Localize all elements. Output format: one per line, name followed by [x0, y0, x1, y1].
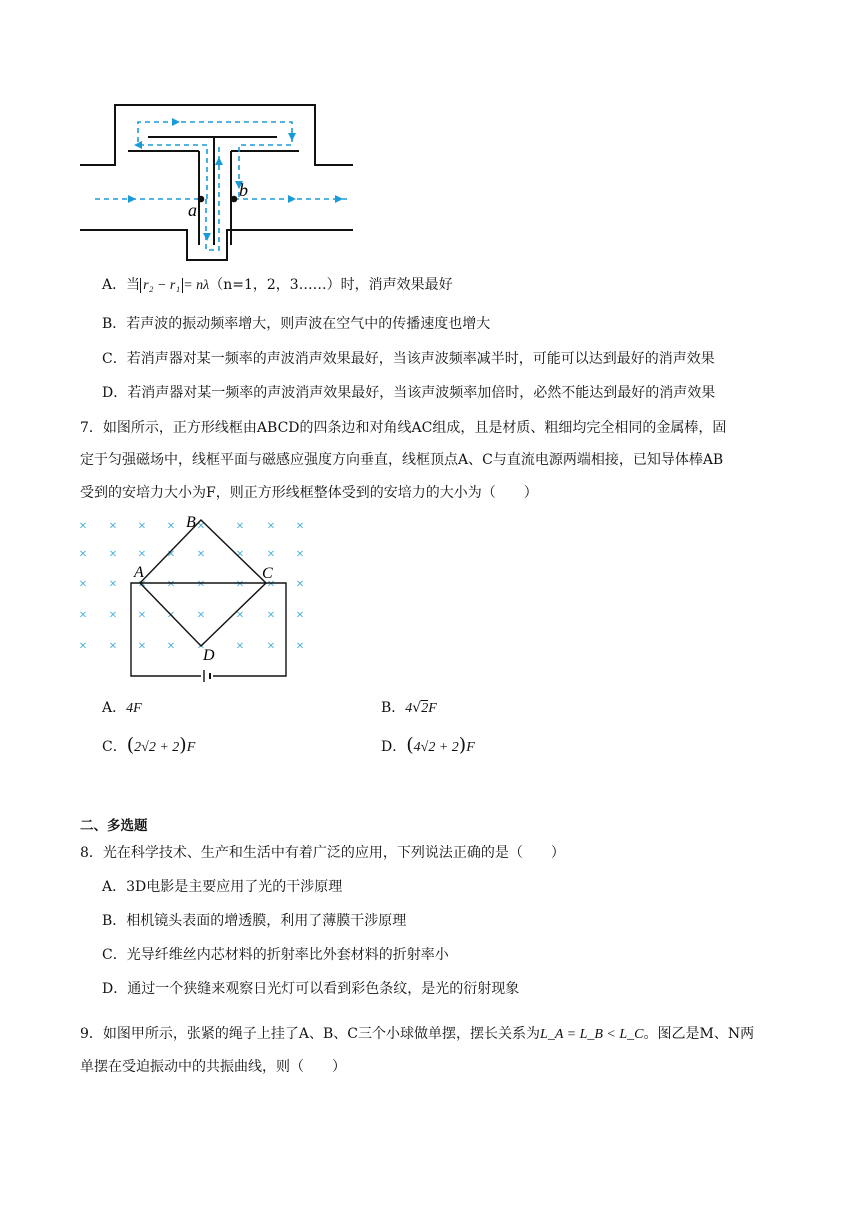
- wire-left: [131, 583, 201, 676]
- field-mark: ×: [296, 519, 304, 534]
- q8-option-a[interactable]: A．3D电影是主要应用了光的干涉原理: [102, 879, 343, 895]
- q7-option-d-unit: F: [466, 740, 475, 755]
- field-mark: ×: [79, 577, 87, 592]
- q9-stem-line1: [80, 1024, 754, 1045]
- field-mark: ×: [296, 639, 304, 654]
- field-mark: ×: [138, 577, 146, 592]
- point-a: [198, 196, 205, 203]
- field-mark: ×: [197, 577, 205, 592]
- label-A: A: [134, 564, 144, 581]
- field-mark: ×: [236, 639, 244, 654]
- wire-right: [213, 583, 286, 676]
- q7-stem-line2: 定于匀强磁场中，线框平面与磁感应强度方向垂直，线框顶点A、C与直流电源两端相接，已知导体棒AB: [80, 452, 724, 468]
- field-mark: ×: [236, 547, 244, 562]
- field-mark: ×: [236, 608, 244, 623]
- q8-option-c[interactable]: C．光导纤维丝内芯材料的折射率比外套材料的折射率小: [102, 947, 449, 963]
- field-mark: ×: [296, 547, 304, 562]
- q9-length-relation: L_A = L_B < L_C: [540, 1027, 644, 1042]
- q9-stem-text-b: 。图乙是M、N两: [643, 1026, 755, 1042]
- point-b: [231, 196, 238, 203]
- q7-option-c-unit: F: [186, 740, 196, 755]
- field-mark: ×: [167, 519, 175, 534]
- q7-option-b-unit: F: [428, 701, 437, 716]
- label-b: b: [239, 180, 248, 200]
- field-mark: ×: [167, 547, 175, 562]
- q7-option-b-label: B．: [381, 700, 406, 716]
- field-mark: ×: [79, 519, 87, 534]
- q9-stem-line2: 单摆在受迫振动中的共振曲线，则（ ）: [80, 1059, 346, 1075]
- q7-option-a-value: 4F: [126, 701, 142, 716]
- field-mark: ×: [109, 577, 117, 592]
- label-C: C: [262, 565, 273, 582]
- field-mark: ×: [79, 547, 87, 562]
- q7-option-c-inner: 2√2 + 2: [134, 740, 180, 755]
- field-mark: ×: [267, 547, 275, 562]
- field-mark: ×: [109, 639, 117, 654]
- q7-option-c[interactable]: C．(2√2 + 2)F: [102, 734, 196, 756]
- field-mark: ×: [109, 608, 117, 623]
- q7-stem-line3: 受到的安培力大小为F，则正方形线框整体受到的安培力的大小为（ ）: [80, 485, 538, 501]
- q7-option-b-coef: 4: [405, 701, 413, 716]
- field-mark: ×: [138, 608, 146, 623]
- field-mark: ×: [267, 608, 275, 623]
- field-mark: ×: [138, 639, 146, 654]
- q7-option-b[interactable]: B．4√2F: [381, 700, 437, 716]
- q7-option-d[interactable]: D．(4√2 + 2)F: [381, 734, 475, 756]
- q8-option-b[interactable]: B．相机镜头表面的增透膜，利用了薄膜干涉原理: [102, 913, 407, 929]
- field-mark: ×: [167, 577, 175, 592]
- field-mark: ×: [197, 547, 205, 562]
- field-mark: ×: [197, 608, 205, 623]
- q7-option-a-label: A．: [102, 700, 127, 716]
- square-frame-figure: [70, 510, 320, 690]
- field-mark: ×: [267, 519, 275, 534]
- q7-option-d-inner: 4√2 + 2: [413, 740, 459, 755]
- q6-option-c[interactable]: C．若消声器对某一频率的声波消声效果最好，当该声波频率减半时，可能可以达到最好的消声效果: [102, 351, 715, 367]
- label-B: B: [186, 514, 196, 531]
- q7-option-a[interactable]: [102, 698, 142, 719]
- label-a: a: [188, 200, 197, 220]
- q8-option-d[interactable]: D．通过一个狭缝来观察日光灯可以看到彩色条纹，是光的衍射现象: [102, 981, 520, 997]
- muffler-walls: [80, 105, 353, 260]
- q6-option-b[interactable]: B．若声波的振动频率增大，则声波在空气中的传播速度也增大: [102, 316, 491, 332]
- q7-stem-line1: 7．如图所示，正方形线框由ABCD的四条边和对角线AC组成，且是材质、粗细均完全相同的金属棒，固: [80, 420, 727, 436]
- section-title-multiple-choice: 二、多选题: [80, 818, 148, 834]
- q8-stem: 8．光在科学技术、生产和生活中有着广泛的应用，下列说法正确的是（ ）: [80, 845, 565, 861]
- field-mark: ×: [296, 577, 304, 592]
- field-mark: ×: [109, 547, 117, 562]
- field-mark: ×: [197, 519, 205, 534]
- q6-option-a[interactable]: [102, 275, 453, 296]
- field-mark: ×: [167, 608, 175, 623]
- q6-option-a-prefix: A．当: [102, 277, 141, 293]
- field-mark: ×: [267, 577, 275, 592]
- label-D: D: [203, 647, 215, 664]
- field-mark: ×: [138, 519, 146, 534]
- q6-option-a-cond: （n=1，2，3……）时，消声效果最好: [209, 277, 453, 293]
- field-mark: ×: [138, 547, 146, 562]
- field-mark: ×: [236, 519, 244, 534]
- q9-stem-text-a: 9．如图甲所示，张紧的绳子上挂了A、B、C三个小球做单摆，摆长关系为: [80, 1026, 541, 1042]
- q6-option-a-eq: = nλ: [183, 278, 210, 293]
- q7-option-d-label: D．: [381, 739, 407, 755]
- field-mark: ×: [296, 608, 304, 623]
- muffler-figure: [70, 95, 370, 270]
- q7-option-c-label: C．: [102, 739, 127, 755]
- magnetic-field-marks: [79, 519, 304, 654]
- q6-option-d[interactable]: D．若消声器对某一频率的声波消声效果最好，当该声波频率加倍时，必然不能达到最好的消声效果: [102, 385, 716, 401]
- field-mark: ×: [79, 639, 87, 654]
- field-mark: ×: [109, 519, 117, 534]
- field-mark: ×: [236, 577, 244, 592]
- field-mark: ×: [79, 608, 87, 623]
- field-mark: ×: [267, 639, 275, 654]
- field-mark: ×: [197, 639, 205, 654]
- q6-option-a-abs: r₂ − r₁: [140, 278, 183, 293]
- q7-option-b-rad: 2: [421, 701, 429, 716]
- field-mark: ×: [167, 639, 175, 654]
